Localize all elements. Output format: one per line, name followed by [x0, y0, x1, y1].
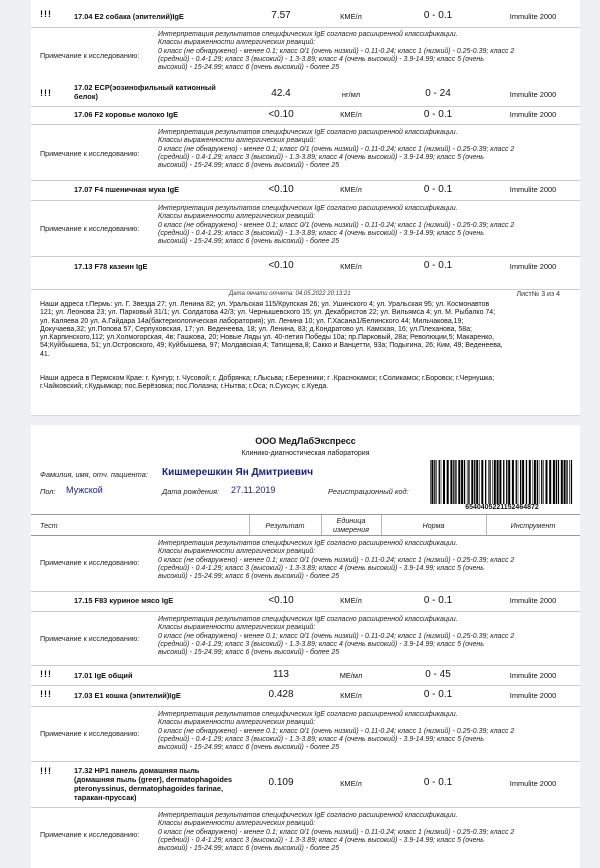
barcode-bar: [508, 460, 510, 504]
registration-code-label: Регистрационный код:: [328, 487, 409, 496]
test-instrument: Immulite 2000: [509, 185, 557, 194]
laboratory-name: Клинико-диагностическая лаборатория: [241, 450, 370, 457]
table-row: [31, 82, 580, 104]
barcode-bar: [553, 460, 555, 504]
test-note: [31, 27, 580, 80]
test-result: <0.10: [268, 184, 294, 195]
barcode-bar: [436, 460, 437, 504]
barcode-bar: [453, 460, 454, 504]
test-note: [31, 536, 580, 590]
barcode-bar: [489, 460, 490, 504]
note-label: Примечание к исследованию:: [40, 149, 140, 158]
note-label: Примечание к исследованию:: [40, 634, 140, 643]
table-row: [31, 591, 580, 610]
barcode-bar: [539, 460, 540, 504]
note-label: Примечание к исследованию:: [40, 729, 140, 738]
test-name: 17.15 F83 куриное мясо IgE: [74, 596, 174, 605]
table-header: [31, 514, 580, 536]
abnormal-flag: !!!: [40, 9, 52, 19]
table-row: [31, 6, 580, 24]
test-instrument: Immulite 2000: [509, 262, 557, 271]
note-label: Примечание к исследованию:: [40, 224, 140, 233]
test-instrument: Immulite 2000: [509, 691, 557, 700]
barcode-bar: [497, 460, 499, 504]
test-instrument: Immulite 2000: [509, 596, 557, 605]
abnormal-flag: !!!: [40, 669, 52, 679]
barcode-bar: [447, 460, 449, 504]
barcode-number: 6540405221152464872: [465, 504, 539, 511]
table-row: [31, 665, 580, 684]
test-result: <0.10: [268, 595, 294, 606]
test-instrument: Immulite 2000: [509, 110, 557, 119]
barcode-bar: [476, 460, 478, 504]
sheet-number: Лист№ 3 из 4: [516, 291, 560, 298]
test-name: 17.32 HP1 панель домашняя пыль (домашняя пыль (greer), dermatophagoides pteronyssinus, dermatophagoides farinae, таракан-пруссак): [74, 766, 233, 802]
test-instrument: Immulite 2000: [509, 90, 557, 99]
barcode-bar: [467, 460, 468, 504]
dob-value: 27.11.2019: [231, 485, 276, 495]
test-note: [31, 200, 580, 255]
note-text: Интерпретация результатов специфических IgE согласно расширенной классификации. Классы выраженности аллергических реакций: 0 класс (не обнаружено) - менее 0.1; класс 0/1 (очень низкий) - 0.11-0.24; класс 1 (низкий) - 0.25-0.39; класс 2 (средний) - 0.4-1.29; класс 3 (высокий) - 1.3-3.89; класс 4 (очень высокий) - 3.9-14.99; класс 5 (очень высокий) - 15-24.99; класс 6 (очень высокий) - более 25: [158, 616, 515, 657]
barcode-bar: [529, 460, 531, 504]
header-unit-line1: Единица: [336, 516, 366, 525]
test-unit: КМЕ/л: [340, 12, 362, 21]
barcode-bar: [494, 460, 496, 504]
header-result: Результат: [265, 521, 305, 530]
note-label: Примечание к исследованию:: [40, 51, 140, 60]
test-name: 17.04 E2 собака (эпителий)IgE: [74, 12, 184, 21]
test-unit: КМЕ/л: [340, 596, 362, 605]
test-name: 17.02 ECP(эозинофильный катионный белок): [74, 83, 216, 101]
header-unit-line2: измерения: [333, 525, 369, 534]
barcode-bar: [522, 460, 524, 504]
test-note: [31, 807, 580, 862]
note-text: Интерпретация результатов специфических IgE согласно расширенной классификации. Классы выраженности аллергических реакций: 0 класс (не обнаружено) - менее 0.1; класс 0/1 (очень низкий) - 0.11-0.24; класс 1 (низкий) - 0.25-0.39; класс 2 (средний) - 0.4-1.29; класс 3 (высокий) - 1.3-3.89; класс 4 (очень высокий) - 3.9-14.99; класс 5 (очень высокий) - 15-24.99; класс 6 (очень высокий) - более 25: [158, 711, 515, 752]
barcode-bar: [566, 460, 567, 504]
test-norm: 0 - 24: [425, 88, 451, 99]
test-norm: 0 - 0.1: [423, 777, 453, 788]
test-note: [31, 124, 580, 179]
barcode-bar: [441, 460, 442, 504]
note-label: Примечание к исследованию:: [40, 558, 140, 567]
barcode-bar: [541, 460, 542, 504]
test-note: [31, 611, 580, 664]
barcode-bar: [481, 460, 483, 504]
barcode-bar: [431, 460, 433, 504]
barcode-bar: [471, 460, 473, 504]
test-instrument: Immulite 2000: [509, 671, 557, 680]
test-result: 0.428: [268, 689, 294, 700]
addresses-region: Наши адреса в Пермском Крае: г. Кунгур; г. Чусовой; г. Добрянка; г.Лысьва; г.Березники; г .Краснокамск; г.Соликамск; г.Боровск; г.Чернушка; г.Чайковский; г.Кудымкар; пос.Берёзовка; пос.Полазна; г.Нытва; г.Оса; п.Суксун; с.Куеда.: [40, 375, 495, 391]
test-unit: КМЕ/л: [340, 110, 362, 119]
barcode-bar: [571, 460, 572, 504]
barcode-bar: [537, 460, 538, 504]
organization-name: ООО МедЛабЭкспресс: [255, 436, 356, 446]
barcode-bar: [468, 460, 469, 504]
test-unit: КМЕ/л: [340, 779, 362, 788]
patient-label: Фамилия, имя, отч. пациента:: [40, 470, 148, 479]
report-page-4: [31, 425, 580, 868]
addresses-perm: Наши адреса г.Пермь: ул. Г. Звезда 27; ул. Ленина 82; ул. Уральская 115/Крупская 26; ул. Ушинского 4; ул. Уральская 95; ул. Космонавтов 121; ул. Леонова 23; ул. Парковый 31/1; ул. Солдатова 42/3; ул. Чернышевского 15; ул. Декабристов 22; ул. Вильямса 4; ул. М. Рыбалко 74; ул. Каляева 20 ул. А.Гайдара 14а(бактериологическая лаборатория); ул. Ленина 10; ул. Г.Хасана1/Белинского 44; Мильчакова,19; Докучаева,32; ул.Попова 57, Серпуховская, 17; ул. Веденеева, 18; ул. Ленина, 83; д.Кондратово ул. Камская, 16; ул.Плеханова, 58а; ул.Карпинского,112; ул.Холмогорская, 4в; Гашкова, 20; Новые Ляды ул. 40-летия Победы 10а; пр.Парковый, 28а; Революции,5; Макаренко, 54;Куйбышева, 51; ул.Островского, 49; Куйбышева, 97; Молдавская,4; Татищева,8; Сакко и Ванцетти, 93а; Подыгина, 26; Ким, 49; Веденеева, 41.: [40, 301, 503, 358]
barcode-bar: [556, 460, 557, 504]
barcode: [429, 460, 575, 504]
test-norm: 0 - 0.1: [423, 260, 453, 271]
print-date: Дата печати отчета: 04.05.2022 20:13:21: [229, 291, 351, 297]
barcode-bar: [492, 460, 493, 504]
footer-divider: [31, 289, 580, 290]
test-name: 17.13 F78 казеин IgE: [74, 262, 148, 271]
barcode-bar: [534, 460, 536, 504]
patient-name: Кишмерешкин Ян Дмитриевич: [162, 467, 314, 478]
barcode-bar: [569, 460, 570, 504]
table-row: [31, 180, 580, 197]
table-row: [31, 761, 580, 804]
test-name: 17.03 E1 кошка (эпителий)IgE: [74, 691, 181, 700]
barcode-bar: [564, 460, 566, 504]
sex-label: Пол:: [40, 487, 56, 496]
barcode-bar: [479, 460, 480, 504]
barcode-bar: [430, 460, 431, 504]
test-result: 42.4: [271, 88, 291, 99]
test-unit: МЕ/мл: [339, 671, 363, 680]
barcode-bar: [485, 460, 486, 504]
barcode-bar: [520, 460, 521, 504]
note-text: Интерпретация результатов специфических IgE согласно расширенной классификации. Классы выраженности аллергических реакций: 0 класс (не обнаружено) - менее 0.1; класс 0/1 (очень низкий) - 0.11-0.24; класс 1 (низкий) - 0.25-0.39; класс 2 (средний) - 0.4-1.29; класс 3 (высокий) - 1.3-3.89; класс 4 (очень высокий) - 3.9-14.99; класс 5 (очень высокий) - 15-24.99; класс 6 (очень высокий) - более 25: [158, 205, 515, 246]
test-unit: КМЕ/л: [340, 185, 362, 194]
test-unit: нг/мл: [341, 90, 361, 99]
barcode-bar: [518, 460, 519, 504]
test-result: 0.109: [268, 777, 294, 788]
note-text: Интерпретация результатов специфических IgE согласно расширенной классификации. Классы выраженности аллергических реакций: 0 класс (не обнаружено) - менее 0.1; класс 0/1 (очень низкий) - 0.11-0.24; класс 1 (низкий) - 0.25-0.39; класс 2 (средний) - 0.4-1.29; класс 3 (высокий) - 1.3-3.89; класс 4 (очень высокий) - 3.9-14.99; класс 5 (очень высокий) - 15-24.99; класс 6 (очень высокий) - более 25: [158, 129, 515, 170]
note-text: Интерпретация результатов специфических IgE согласно расширенной классификации. Классы выраженности аллергических реакций: 0 класс (не обнаружено) - менее 0.1; класс 0/1 (очень низкий) - 0.11-0.24; класс 1 (низкий) - 0.25-0.39; класс 2 (средний) - 0.4-1.29; класс 3 (высокий) - 1.3-3.89; класс 4 (очень высокий) - 3.9-14.99; класс 5 (очень высокий) - 15-24.99; класс 6 (очень высокий) - более 25: [158, 812, 515, 853]
barcode-bar: [549, 460, 551, 504]
barcode-bar: [488, 460, 489, 504]
sex-value: Мужской: [66, 485, 103, 495]
barcode-bar: [458, 460, 460, 504]
barcode-bar: [526, 460, 527, 504]
test-result: 7.57: [271, 10, 291, 21]
test-result: <0.10: [268, 260, 294, 271]
test-result: 113: [273, 669, 289, 680]
test-unit: КМЕ/л: [340, 262, 362, 271]
barcode-bar: [450, 460, 452, 504]
barcode-bar: [455, 460, 456, 504]
test-name: 17.06 F2 коровье молоко IgE: [74, 110, 179, 119]
barcode-bar: [474, 460, 475, 504]
barcode-bar: [543, 460, 544, 504]
test-note: [31, 706, 580, 761]
table-row: [31, 106, 580, 123]
barcode-bar: [506, 460, 507, 504]
report-page-3: [31, 0, 580, 416]
test-norm: 0 - 45: [425, 669, 451, 680]
test-name: 17.07 F4 пшеничная мука IgE: [74, 185, 180, 194]
barcode-bar: [558, 460, 559, 504]
barcode-bar: [516, 460, 517, 504]
abnormal-flag: !!!: [40, 689, 52, 699]
header-norm: Норма: [422, 521, 445, 530]
note-text: Интерпретация результатов специфических IgE согласно расширенной классификации. Классы выраженности аллергических реакций: 0 класс (не обнаружено) - менее 0.1; класс 0/1 (очень низкий) - 0.11-0.24; класс 1 (низкий) - 0.25-0.39; класс 2 (средний) - 0.4-1.29; класс 3 (высокий) - 1.3-3.89; класс 4 (очень высокий) - 3.9-14.99; класс 5 (очень высокий) - 15-24.99; класс 6 (очень высокий) - более 25: [158, 540, 515, 581]
note-text: Интерпретация результатов специфических IgE согласно расширенной классификации. Классы выраженности аллергических реакций: 0 класс (не обнаружено) - менее 0.1; класс 0/1 (очень низкий) - 0.11-0.24; класс 1 (низкий) - 0.25-0.39; класс 2 (средний) - 0.4-1.29; класс 3 (высокий) - 1.3-3.89; класс 4 (очень высокий) - 3.9-14.99; класс 5 (очень высокий) - 15-24.99; класс 6 (очень высокий) - более 25: [158, 31, 515, 72]
dob-label: Дата рождения:: [162, 487, 220, 496]
table-row: [31, 685, 580, 704]
barcode-bar: [461, 460, 463, 504]
test-name: 17.01 IgE общий: [74, 671, 133, 680]
barcode-bar: [512, 460, 514, 504]
test-result: <0.10: [268, 109, 294, 120]
table-row: [31, 256, 580, 275]
test-norm: 0 - 0.1: [423, 689, 453, 700]
test-norm: 0 - 0.1: [423, 184, 453, 195]
barcode-bar: [464, 460, 465, 504]
test-unit: КМЕ/л: [340, 691, 362, 700]
barcode-bar: [533, 460, 534, 504]
test-norm: 0 - 0.1: [423, 10, 453, 21]
barcode-bar: [443, 460, 445, 504]
test-instrument: Immulite 2000: [509, 12, 557, 21]
abnormal-flag: !!!: [40, 766, 52, 776]
barcode-bar: [499, 460, 501, 504]
barcode-bar: [561, 460, 563, 504]
header-test: Тест: [40, 521, 58, 530]
test-instrument: Immulite 2000: [509, 779, 557, 788]
abnormal-flag: !!!: [40, 88, 52, 98]
barcode-bar: [503, 460, 504, 504]
barcode-bar: [434, 460, 435, 504]
barcode-bar: [546, 460, 548, 504]
note-label: Примечание к исследованию:: [40, 830, 140, 839]
test-norm: 0 - 0.1: [423, 595, 453, 606]
header-instrument: Инструмент: [510, 521, 556, 530]
barcode-bar: [439, 460, 440, 504]
test-norm: 0 - 0.1: [423, 109, 453, 120]
